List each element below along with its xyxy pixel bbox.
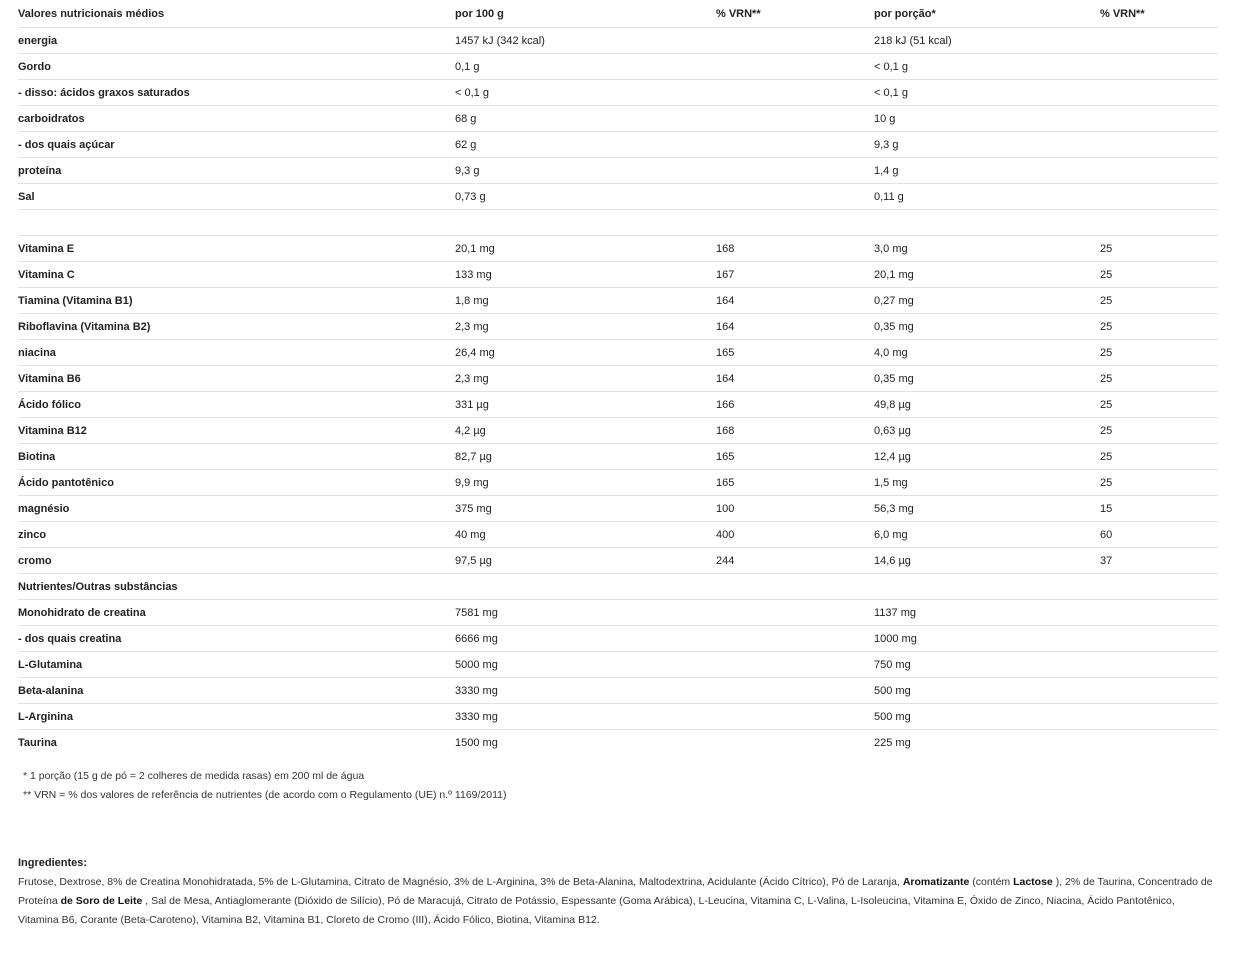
value-per-100g: < 0,1 g <box>455 80 716 106</box>
table-row <box>18 496 1218 522</box>
table-row <box>18 184 1218 210</box>
vrn-per-100g: 244 <box>716 548 874 574</box>
table-row <box>18 54 1218 80</box>
vrn-per-100g <box>716 132 874 158</box>
ingredients-part: , Sal de Mesa, Antiaglomerante (Dióxido de Silício), Pó de Maracujá, Citrato de Potássio, Espessante (Goma Arábica), L-Leucina, Vitamina C, L-Valina, L-Isoleucina, Vitamina E, Óxido de Zinco, Niacina, Ácido Pantotênico, Vitamina B6, Corante (Beta-Caroteno), Vitamina B2, Vitamina B1, Cloreto de Cromo (III), Ácido Fólico, Biotina, Vitamina B12. <box>18 895 1175 926</box>
nutrient-name: Monohidrato de creatina <box>18 600 455 626</box>
nutrient-name: zinco <box>18 522 455 548</box>
vrn-per-serving: 25 <box>1100 392 1218 418</box>
nutrient-name: energia <box>18 28 455 54</box>
nutrient-name: magnésio <box>18 496 455 522</box>
nutrient-name <box>18 210 455 236</box>
ingredients-title: Ingredientes: <box>18 857 88 869</box>
table-row <box>18 314 1218 340</box>
vrn-per-100g <box>716 54 874 80</box>
nutrient-name: - disso: ácidos graxos saturados <box>18 80 455 106</box>
nutrient-name: Sal <box>18 184 455 210</box>
vrn-per-100g: 164 <box>716 366 874 392</box>
vrn-per-100g: 100 <box>716 496 874 522</box>
header-per-100g: por 100 g <box>455 0 716 28</box>
table-row <box>18 158 1218 184</box>
nutrient-name: carboidratos <box>18 106 455 132</box>
nutrient-name: Nutrientes/Outras substâncias <box>18 574 455 600</box>
nutrient-name: Vitamina B12 <box>18 418 455 444</box>
value-per-100g: 68 g <box>455 106 716 132</box>
vrn-per-serving <box>1100 730 1218 756</box>
value-per-100g: 3330 mg <box>455 704 716 730</box>
vrn-per-serving <box>1100 106 1218 132</box>
table-row <box>18 730 1218 756</box>
value-per-serving: 0,63 µg <box>874 418 1100 444</box>
nutrient-name: L-Arginina <box>18 704 455 730</box>
value-per-100g: 9,9 mg <box>455 470 716 496</box>
vrn-per-100g <box>716 704 874 730</box>
value-per-100g: 82,7 µg <box>455 444 716 470</box>
vrn-per-100g: 166 <box>716 392 874 418</box>
vrn-per-serving: 15 <box>1100 496 1218 522</box>
table-row <box>18 340 1218 366</box>
vrn-per-serving: 25 <box>1100 314 1218 340</box>
value-per-serving: 0,27 mg <box>874 288 1100 314</box>
value-per-100g: 1500 mg <box>455 736 498 749</box>
vrn-per-100g: 165 <box>716 340 874 366</box>
value-per-serving: 12,4 µg <box>874 444 1100 470</box>
nutrient-name: proteína <box>18 158 455 184</box>
vrn-per-100g <box>716 210 874 236</box>
header-per-serving: por porção* <box>874 0 1100 28</box>
header-vrn-100g: % VRN** <box>716 0 874 28</box>
value-per-serving: 20,1 mg <box>874 262 1100 288</box>
footnotes <box>18 767 1218 805</box>
table-row <box>18 574 1218 600</box>
footnote-vrn: ** VRN = % dos valores de referência de nutrientes (de acordo com o Regulamento (UE) n.º 1169/2011) <box>23 789 507 801</box>
nutrient-name: Taurina <box>18 736 57 749</box>
vrn-per-serving <box>1100 626 1218 652</box>
vrn-per-serving <box>1100 574 1218 600</box>
value-per-serving: 0,11 g <box>874 184 1100 210</box>
table-row <box>18 704 1218 730</box>
vrn-per-serving <box>1100 600 1218 626</box>
vrn-per-100g <box>716 626 874 652</box>
table-row <box>18 106 1218 132</box>
table-row <box>18 262 1218 288</box>
vrn-per-serving <box>1100 652 1218 678</box>
nutrient-name: - dos quais açúcar <box>18 132 455 158</box>
value-per-100g: 20,1 mg <box>455 236 716 262</box>
nutrient-name: Biotina <box>18 444 455 470</box>
value-per-serving <box>874 574 1100 600</box>
nutrient-name: Gordo <box>18 54 455 80</box>
vrn-per-100g <box>716 600 874 626</box>
vrn-per-serving <box>1100 132 1218 158</box>
value-per-100g <box>455 574 716 600</box>
nutrient-name: Ácido pantotênico <box>18 470 455 496</box>
vrn-per-serving <box>1100 210 1218 236</box>
table-row <box>18 522 1218 548</box>
value-per-100g: 7581 mg <box>455 600 716 626</box>
nutrient-name: Riboflavina (Vitamina B2) <box>18 314 455 340</box>
value-per-serving <box>874 210 1100 236</box>
value-per-serving: 14,6 µg <box>874 548 1100 574</box>
value-per-100g: 6666 mg <box>455 626 716 652</box>
vrn-per-100g <box>716 184 874 210</box>
table-row <box>18 288 1218 314</box>
value-per-100g: 133 mg <box>455 262 716 288</box>
value-per-100g: 5000 mg <box>455 652 716 678</box>
value-per-serving: 9,3 g <box>874 132 1100 158</box>
table-row <box>18 80 1218 106</box>
nutrient-name: niacina <box>18 340 455 366</box>
nutrient-name: cromo <box>18 548 455 574</box>
value-per-serving: 3,0 mg <box>874 236 1100 262</box>
value-per-serving: 500 mg <box>874 678 1100 704</box>
table-row <box>18 652 1218 678</box>
value-per-serving: 1,5 mg <box>874 470 1100 496</box>
nutrient-name: Vitamina C <box>18 262 455 288</box>
nutrition-table-body <box>18 28 1218 756</box>
value-per-100g: 26,4 mg <box>455 340 716 366</box>
ingredients-allergen-flavoring: Aromatizante <box>902 876 970 888</box>
vrn-per-serving: 37 <box>1100 548 1218 574</box>
vrn-per-serving <box>1100 54 1218 80</box>
vrn-per-100g: 167 <box>716 262 874 288</box>
value-per-serving: 10 g <box>874 106 1100 132</box>
table-header-row <box>18 0 1218 28</box>
vrn-per-serving: 25 <box>1100 444 1218 470</box>
nutrient-name: L-Glutamina <box>18 652 455 678</box>
value-per-100g: 2,3 mg <box>455 366 716 392</box>
table-row <box>18 626 1218 652</box>
vrn-per-100g: 164 <box>716 314 874 340</box>
vrn-per-serving: 25 <box>1100 236 1218 262</box>
value-per-100g: 375 mg <box>455 496 716 522</box>
nutrient-name: - dos quais creatina <box>18 626 455 652</box>
vrn-per-100g <box>716 574 874 600</box>
value-per-100g: 1,8 mg <box>455 288 716 314</box>
vrn-per-100g: 168 <box>716 236 874 262</box>
value-per-100g: 1457 kJ (342 kcal) <box>455 28 716 54</box>
vrn-per-100g <box>716 730 874 756</box>
vrn-per-100g: 165 <box>716 470 874 496</box>
table-row <box>18 28 1218 54</box>
ingredients-text <box>18 873 1218 930</box>
ingredients-part: (contém <box>969 876 1014 888</box>
vrn-per-serving: 25 <box>1100 262 1218 288</box>
value-per-serving: < 0,1 g <box>874 80 1100 106</box>
value-per-100g: 40 mg <box>455 522 716 548</box>
value-per-100g: 97,5 µg <box>455 548 716 574</box>
vrn-per-serving <box>1100 80 1218 106</box>
header-vrn-serving: % VRN** <box>1100 0 1218 28</box>
table-row <box>18 418 1218 444</box>
vrn-per-serving: 25 <box>1100 470 1218 496</box>
vrn-per-100g <box>716 158 874 184</box>
table-row <box>18 444 1218 470</box>
vrn-per-100g <box>716 106 874 132</box>
value-per-serving: 1,4 g <box>874 158 1100 184</box>
value-per-100g: 9,3 g <box>455 158 716 184</box>
value-per-100g: 0,73 g <box>455 184 716 210</box>
nutrient-name: Ácido fólico <box>18 392 455 418</box>
table-row <box>18 132 1218 158</box>
value-per-serving: 56,3 mg <box>874 496 1100 522</box>
value-per-100g: 0,1 g <box>455 54 716 80</box>
ingredients-part: ), 2% de Taurina, Concentrado de Proteína <box>18 876 1213 907</box>
table-spacer-row <box>18 210 1218 236</box>
vrn-per-serving <box>1100 704 1218 730</box>
vrn-per-100g <box>716 28 874 54</box>
table-row <box>18 366 1218 392</box>
nutrient-name: Vitamina E <box>18 236 455 262</box>
ingredients-allergen-whey: de Soro de Leite <box>60 895 143 907</box>
value-per-100g: 4,2 µg <box>455 418 716 444</box>
vrn-per-100g: 400 <box>716 522 874 548</box>
value-per-100g: 331 µg <box>455 392 716 418</box>
value-per-100g <box>455 210 716 236</box>
value-per-serving: 0,35 mg <box>874 314 1100 340</box>
nutrient-name: Beta-alanina <box>18 678 455 704</box>
vrn-per-100g <box>716 678 874 704</box>
value-per-100g: 2,3 mg <box>455 314 716 340</box>
vrn-per-serving: 25 <box>1100 418 1218 444</box>
value-per-100g: 3330 mg <box>455 678 716 704</box>
value-per-serving: 225 mg <box>874 736 911 749</box>
table-row <box>18 470 1218 496</box>
value-per-serving: 1000 mg <box>874 626 1100 652</box>
vrn-per-100g <box>716 652 874 678</box>
ingredients-allergen-lactose: Lactose <box>1013 876 1053 888</box>
value-per-serving: 750 mg <box>874 652 1100 678</box>
nutrient-name: Tiamina (Vitamina B1) <box>18 288 455 314</box>
value-per-serving: 49,8 µg <box>874 392 1100 418</box>
value-per-serving: 4,0 mg <box>874 340 1100 366</box>
ingredients-part: Frutose, Dextrose, 8% de Creatina Monohidratada, 5% de L-Glutamina, Citrato de Magnésio, 3% de L-Arginina, 3% de Beta-Alanina, Maltodextrina, Acidulante (Ácido Cítrico), Pó de Laranja, <box>18 876 903 888</box>
table-row <box>18 392 1218 418</box>
vrn-per-100g: 165 <box>716 444 874 470</box>
vrn-per-serving <box>1100 158 1218 184</box>
nutrition-table <box>18 0 1218 755</box>
nutrient-name: Vitamina B6 <box>18 366 455 392</box>
table-row <box>18 678 1218 704</box>
vrn-per-serving <box>1100 28 1218 54</box>
value-per-serving: 0,35 mg <box>874 366 1100 392</box>
vrn-per-serving <box>1100 184 1218 210</box>
vrn-per-100g: 164 <box>716 288 874 314</box>
header-nutrient: Valores nutricionais médios <box>18 0 455 28</box>
table-row <box>18 548 1218 574</box>
vrn-per-serving: 25 <box>1100 340 1218 366</box>
vrn-per-serving <box>1100 678 1218 704</box>
vrn-per-serving: 25 <box>1100 366 1218 392</box>
value-per-100g: 62 g <box>455 132 716 158</box>
value-per-serving: < 0,1 g <box>874 54 1100 80</box>
table-row <box>18 600 1218 626</box>
vrn-per-100g <box>716 80 874 106</box>
value-per-serving: 1137 mg <box>874 600 1100 626</box>
value-per-serving: 218 kJ (51 kcal) <box>874 28 1100 54</box>
vrn-per-serving: 25 <box>1100 288 1218 314</box>
value-per-serving: 500 mg <box>874 704 1100 730</box>
value-per-serving: 6,0 mg <box>874 522 1100 548</box>
footnote-serving: * 1 porção (15 g de pó = 2 colheres de medida rasas) em 200 ml de água <box>23 770 365 782</box>
vrn-per-serving: 60 <box>1100 522 1218 548</box>
table-row <box>18 236 1218 262</box>
vrn-per-100g: 168 <box>716 418 874 444</box>
